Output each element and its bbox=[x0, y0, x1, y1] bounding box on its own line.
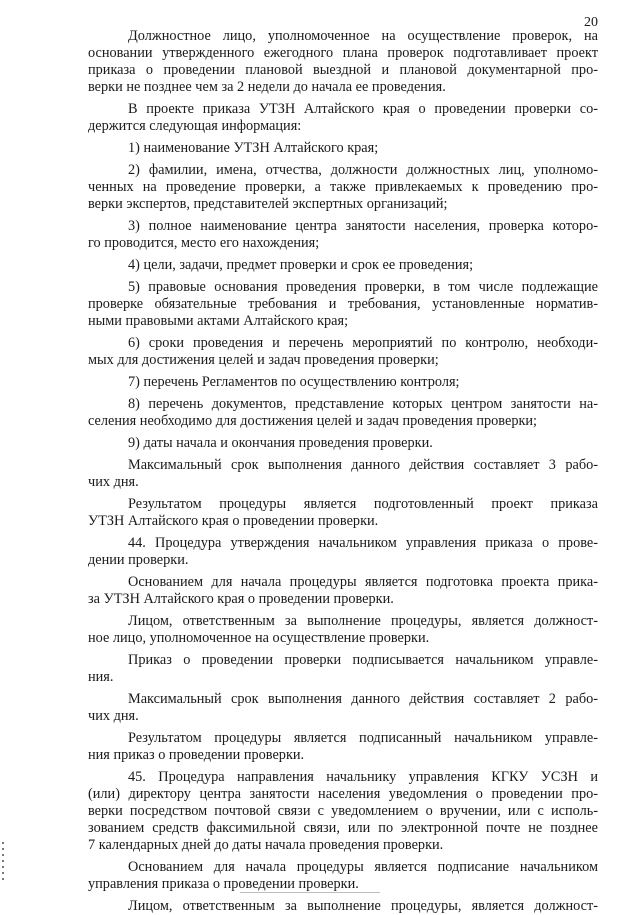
text-line: го проводится, место его нахождения; bbox=[88, 235, 320, 251]
text-line: 44. Процедура утверждения начальником управления приказа о прове- bbox=[128, 535, 598, 551]
text-line: зованием средств факсимильной связи, или по электронной почте не позднее bbox=[88, 820, 598, 836]
paragraph bbox=[88, 335, 598, 369]
paragraph bbox=[88, 769, 598, 854]
paragraph bbox=[88, 691, 598, 725]
paragraph bbox=[88, 574, 598, 608]
text-line: верки экспертов, представителей экспертных организаций; bbox=[88, 196, 448, 212]
text-line: УТЗН Алтайского края о проведении проверки. bbox=[88, 513, 379, 529]
paragraph bbox=[88, 457, 598, 491]
text-line: 7) перечень Регламентов по осуществлению контроля; bbox=[128, 374, 460, 390]
text-line: приказа о проведении плановой выездной и плановой документарной про- bbox=[88, 62, 598, 78]
paragraph bbox=[88, 257, 598, 274]
text-line: Лицом, ответственным за выполнение процедуры, является должност- bbox=[128, 898, 598, 914]
text-line: дении проверки. bbox=[88, 552, 189, 568]
text-line: верки не позднее чем за 2 недели до начала ее проведения. bbox=[88, 79, 446, 95]
paragraph bbox=[88, 28, 598, 96]
text-line: ния. bbox=[88, 669, 114, 685]
paragraph bbox=[88, 162, 598, 213]
paragraph bbox=[88, 101, 598, 135]
text-line: Основанием для начала процедуры является подготовка проекта прика- bbox=[128, 574, 598, 590]
paragraph bbox=[88, 613, 598, 647]
text-line: 4) цели, задачи, предмет проверки и срок ее проведения; bbox=[128, 257, 474, 273]
paragraph bbox=[88, 535, 598, 569]
paragraph bbox=[88, 396, 598, 430]
text-line: 8) перечень документов, представление которых центром занятости на- bbox=[128, 396, 598, 412]
paragraph bbox=[88, 898, 598, 915]
text-line: чих дня. bbox=[88, 474, 139, 490]
text-line: Результатом процедуры является подписанный начальником управле- bbox=[128, 730, 598, 746]
paragraph bbox=[88, 140, 598, 157]
text-line: держится следующая информация: bbox=[88, 118, 302, 134]
text-line: 3) полное наименование центра занятости населения, проверка которо- bbox=[128, 218, 598, 234]
text-line: ния приказ о проведении проверки. bbox=[88, 747, 305, 763]
text-line: верки посредством почтовой связи с уведомлением о вручении, или с исполь- bbox=[88, 803, 598, 819]
text-line: за УТЗН Алтайского края о проведении проверки. bbox=[88, 591, 394, 607]
text-line: Основанием для начала процедуры является подписание начальником bbox=[128, 859, 598, 875]
paragraph bbox=[88, 496, 598, 530]
text-line: 6) сроки проведения и перечень мероприятий по контролю, необходи- bbox=[128, 335, 598, 351]
text-line: основании утвержденного ежегодного плана проверок подготавливает проект bbox=[88, 45, 598, 61]
text-line: 1) наименование УТЗН Алтайского края; bbox=[128, 140, 379, 156]
paragraph bbox=[88, 279, 598, 330]
text-line: 9) даты начала и окончания проведения проверки. bbox=[128, 435, 433, 451]
scan-artifact-marks bbox=[2, 842, 5, 890]
text-line: управления приказа о проведении проверки. bbox=[88, 876, 359, 892]
text-line: Должностное лицо, уполномоченное на осуществление проверок, на bbox=[128, 28, 598, 44]
paragraph bbox=[88, 435, 598, 452]
text-line: чих дня. bbox=[88, 708, 139, 724]
text-line: проверке обязательные требования и требования, установленные норматив- bbox=[88, 296, 598, 312]
text-line: мых для достижения целей и задач проведения проверки; bbox=[88, 352, 439, 368]
text-line: 7 календарных дней до даты начала проведения проверки. bbox=[88, 837, 444, 853]
text-line: Максимальный срок выполнения данного действия составляет 2 рабо- bbox=[128, 691, 598, 707]
text-line: ченных на проведение проверки, а также привлекаемых к проведению про- bbox=[88, 179, 598, 195]
paragraph bbox=[88, 218, 598, 252]
text-line: Максимальный срок выполнения данного действия составляет 3 рабо- bbox=[128, 457, 598, 473]
text-line: 5) правовые основания проведения проверки, в том числе подлежащие bbox=[128, 279, 598, 295]
text-line: 45. Процедура направления начальнику управления КГКУ УСЗН и bbox=[128, 769, 598, 785]
text-line: селения необходимо для достижения целей и задач проведения проверки; bbox=[88, 413, 538, 429]
scan-edge-line bbox=[240, 892, 380, 893]
text-line: Приказ о проведении проверки подписывается начальником управле- bbox=[128, 652, 598, 668]
page-number: 20 bbox=[584, 15, 598, 30]
text-line: ное лицо, уполномоченное на осуществление проверки. bbox=[88, 630, 430, 646]
paragraph bbox=[88, 652, 598, 686]
text-line: В проекте приказа УТЗН Алтайского края о проведении проверки со- bbox=[128, 101, 598, 117]
paragraph bbox=[88, 859, 598, 893]
document-body bbox=[88, 28, 598, 915]
text-line: Лицом, ответственным за выполнение процедуры, является должност- bbox=[128, 613, 598, 629]
text-line: Результатом процедуры является подготовленный проект приказа bbox=[128, 496, 598, 512]
text-line: 2) фамилии, имена, отчества, должности должностных лиц, уполномо- bbox=[128, 162, 598, 178]
paragraph bbox=[88, 374, 598, 391]
paragraph bbox=[88, 730, 598, 764]
text-line: (или) директору центра занятости населения уведомления о проведении про- bbox=[88, 786, 598, 802]
text-line: ными правовыми актами Алтайского края; bbox=[88, 313, 349, 329]
